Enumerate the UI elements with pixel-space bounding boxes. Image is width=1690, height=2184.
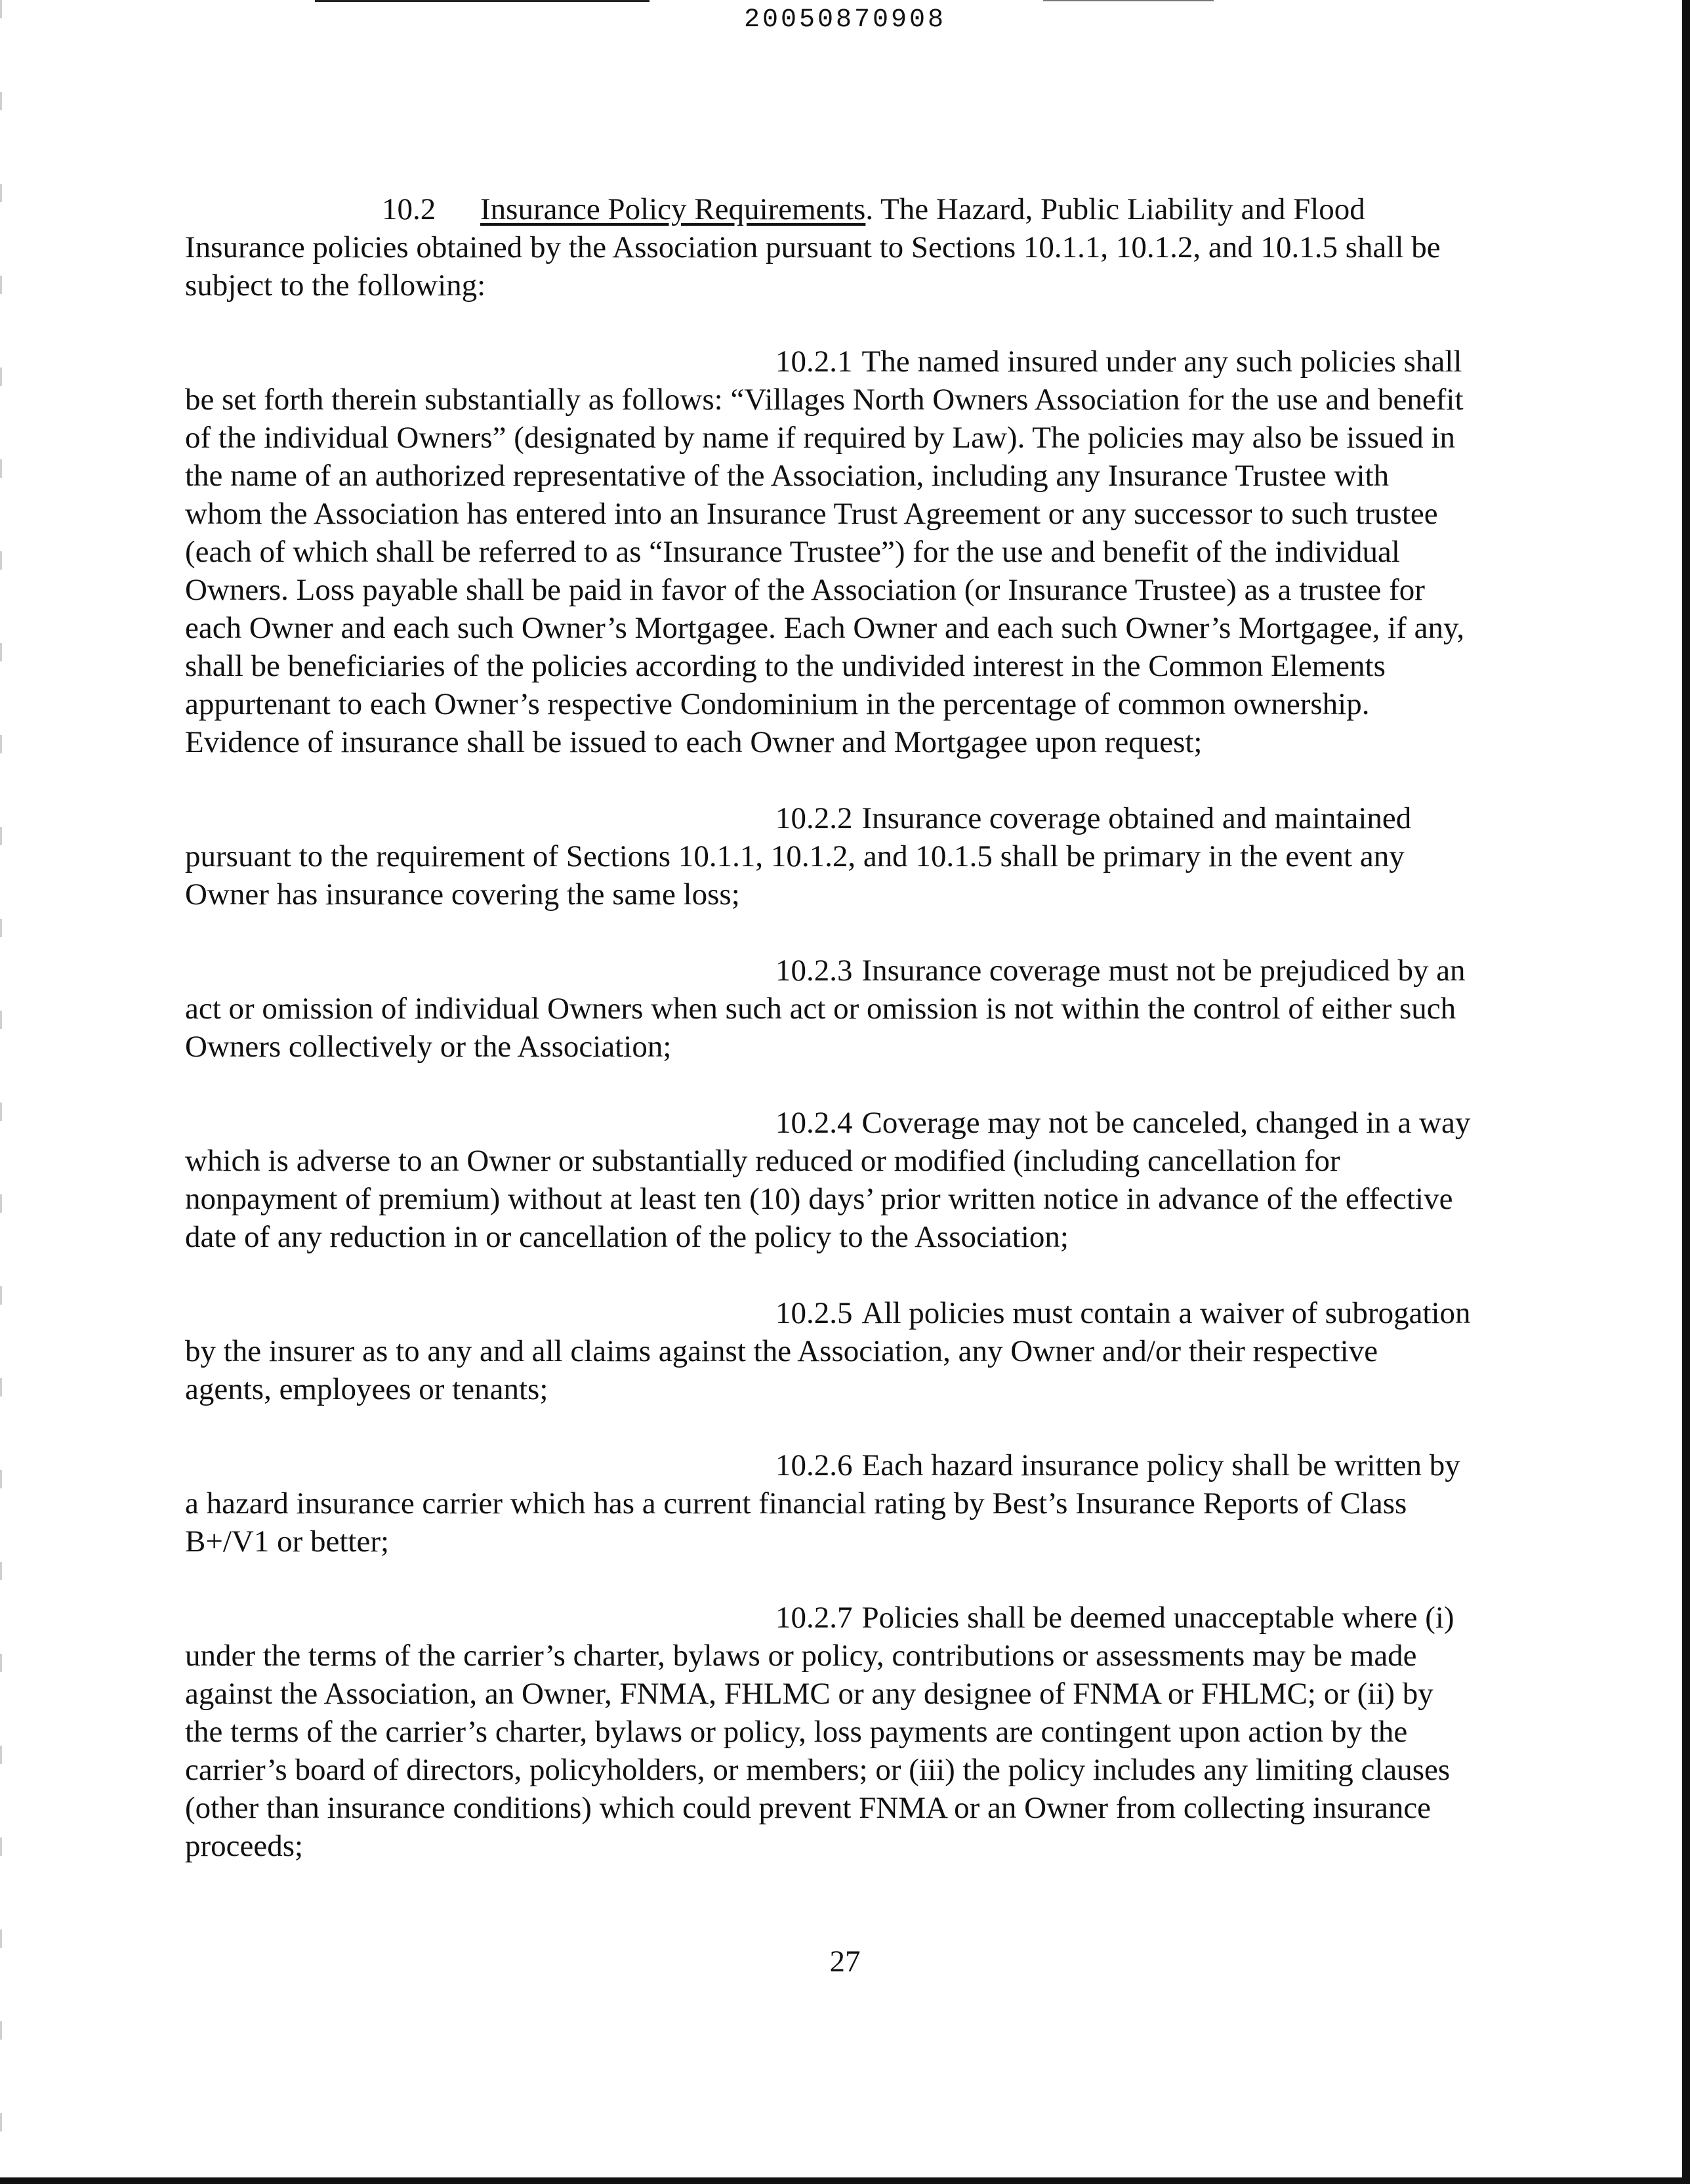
top-scan-line-right [1043,0,1214,1]
subsection-text: All policies must contain a waiver of subrogation by the insurer as to any and all claims against the Association, any Owner and/or their respective agents, employees or tenants; [185,1296,1471,1406]
subsection-10-2-6 [185,1446,1471,1561]
document-body [185,190,1471,1903]
subsection-number: 10.2.4 [775,1106,853,1140]
subsection-10-2-2 [185,799,1471,914]
top-scan-line-left [315,0,649,2]
subsection-number: 10.2.5 [775,1296,853,1330]
subsection-number: 10.2.7 [775,1601,853,1635]
subsection-text: Coverage may not be canceled, changed in a way which is adverse to an Owner or substantially reduced or modified (including cancellation for nonpayment of premium) without at least ten (10) days’ prior written notice in advance of the effective date of any reduction in or cancellation of the policy to the Association; [185,1106,1471,1254]
section-text: . The Hazard, Public Liability and Flood Insurance policies obtained by the Association pursuant to Sections 10.1.1, 10.1.2, and 10.1.5 shall be subject to the following: [185,192,1441,303]
subsection-number: 10.2.6 [775,1448,853,1482]
left-scan-edge [0,0,2,2184]
right-scan-border [1682,0,1690,2184]
subsection-text: Insurance coverage obtained and maintained pursuant to the requirement of Sections 10.1.1, 10.1.2, and 10.1.5 shall be primary in the event any Owner has insurance covering the same loss; [185,801,1412,912]
subsection-text: Insurance coverage must not be prejudiced by an act or omission of individual Owners when such act or omission is not within the control of either such Owners collectively or the Association; [185,954,1466,1064]
subsection-number: 10.2.3 [775,954,853,988]
subsection-number: 10.2.1 [775,345,853,379]
section-heading: Insurance Policy Requirements [480,192,866,226]
section-10-2 [185,190,1471,304]
page-number: 27 [829,1944,861,1979]
subsection-text: Each hazard insurance policy shall be written by a hazard insurance carrier which has a current financial rating by Best’s Insurance Reports of Class B+/V1 or better; [185,1448,1460,1559]
bottom-scan-border [0,2177,1690,2184]
subsection-10-2-3 [185,952,1471,1066]
subsection-text: Policies shall be deemed unacceptable where (i) under the terms of the carrier’s charter, bylaws or policy, contributions or assessments may be made against the Association, an Owner, FNMA, FHLMC or any designee of FNMA or FHLMC; or (ii) by the terms of the carrier’s charter, bylaws or policy, loss payments are contingent upon action by the carrier’s board of directors, policyholders, or members; or (iii) the policy includes any limiting clauses (other than insurance conditions) which could prevent FNMA or an Owner from collecting insurance proceeds; [185,1601,1454,1863]
document-number: 20050870908 [743,5,947,35]
section-number: 10.2 [382,192,436,226]
subsection-number: 10.2.2 [775,801,853,835]
subsection-10-2-5 [185,1294,1471,1408]
subsection-10-2-4 [185,1104,1471,1256]
subsection-10-2-7 [185,1599,1471,1865]
subsection-10-2-1 [185,343,1471,761]
subsection-text: The named insured under any such policies shall be set forth therein substantially as follows: “Villages North Owners Association for the use and benefit of the individual Owners” (designated by name if required by Law). The policies may also be issued in the name of an authorized representative of the Association, including any Insurance Trustee with whom the Association has entered into an Insurance Trust Agreement or any successor to such trustee (each of which shall be referred to as “Insurance Trustee”) for the use and benefit of the individual Owners. Loss payable shall be paid in favor of the Association (or Insurance Trustee) as a trustee for each Owner and each such Owner’s Mortgagee. Each Owner and each such Owner’s Mortgagee, if any, shall be beneficiaries of the policies according to the undivided interest in the Common Elements appurtenant to each Owner’s respective Condominium in the percentage of common ownership. Evidence of insurance shall be issued to each Owner and Mortgagee upon request; [185,345,1465,759]
